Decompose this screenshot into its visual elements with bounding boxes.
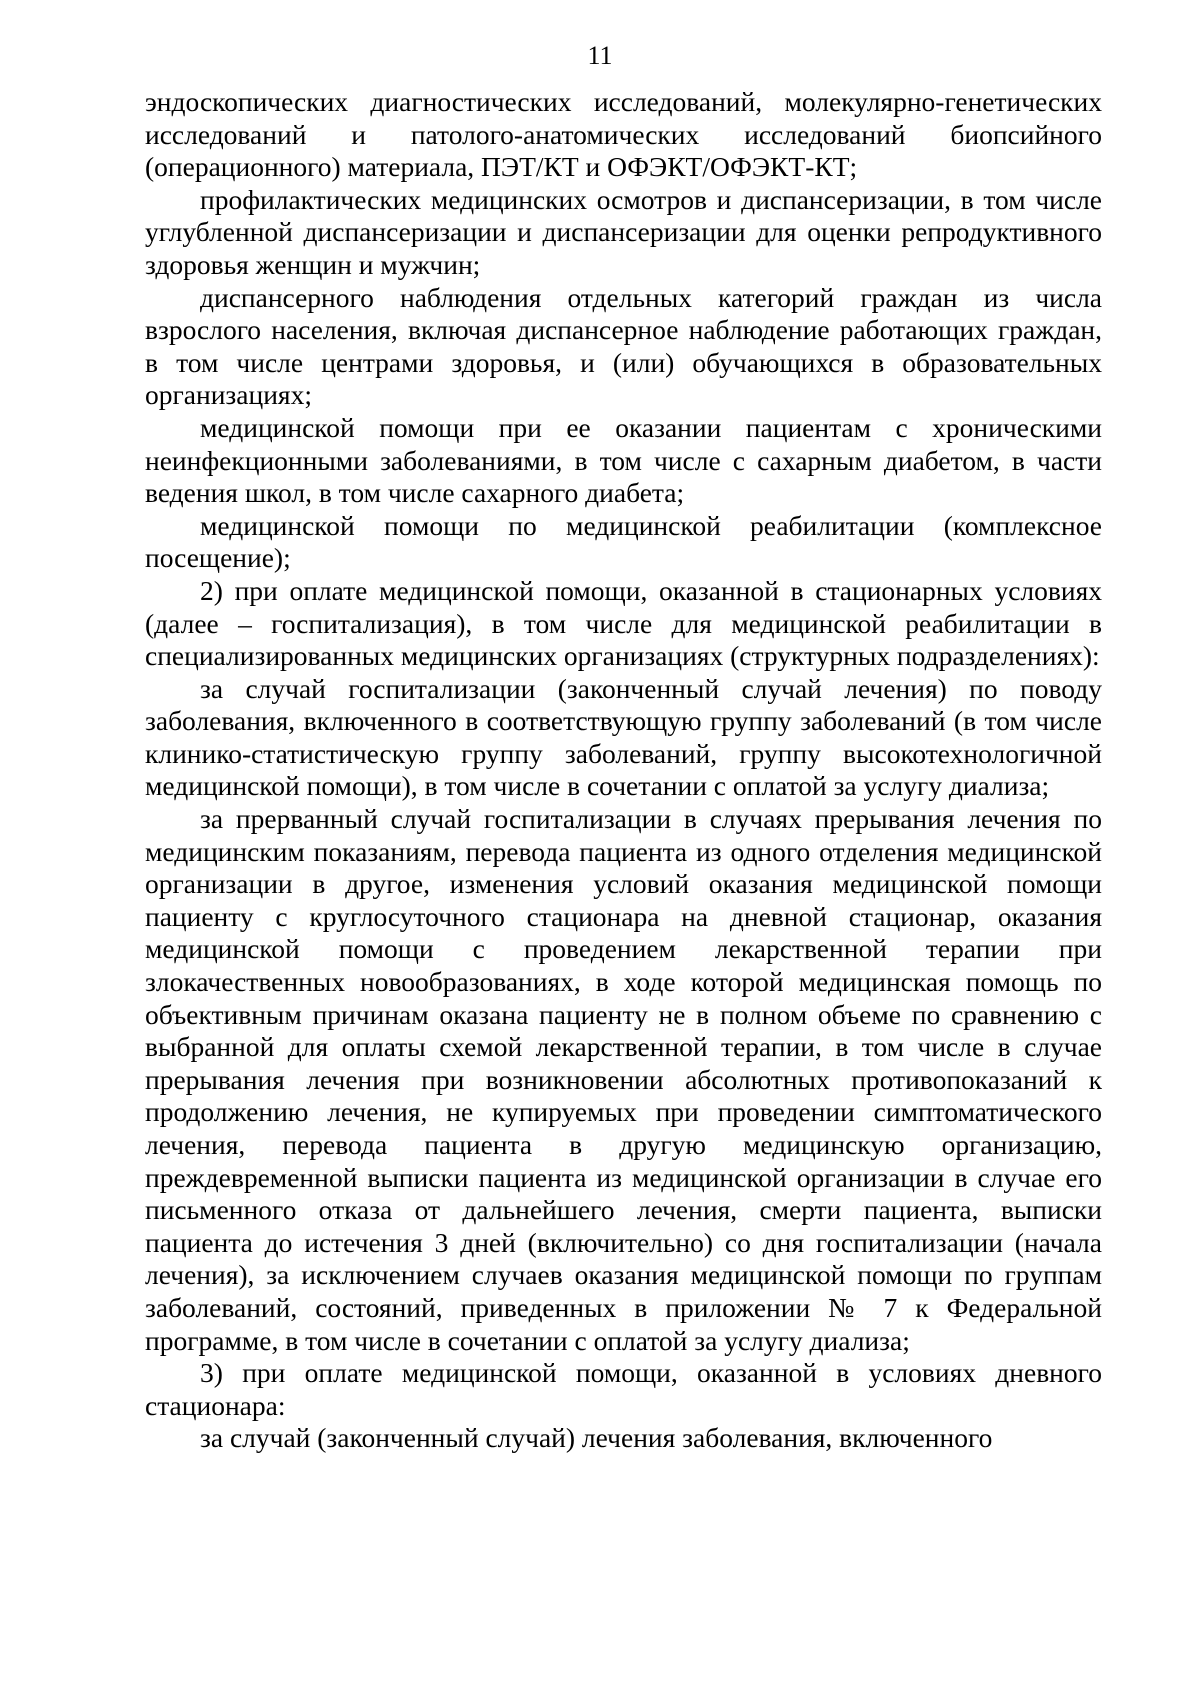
paragraph-4: медицинской помощи при ее оказании пациентам с хроническими неинфекционными заболеваниями, в том числе с сахарным диабетом, в части ведения школ, в том числе сахарного диабета; [145, 411, 1102, 509]
paragraph-6: 2) при оплате медицинской помощи, оказанной в стационарных условиях (далее – госпитализация), в том числе для медицинской реабилитации в специализированных медицинских организациях (структурных подразделениях): [145, 574, 1102, 672]
paragraph-3: диспансерного наблюдения отдельных категорий граждан из числа взрослого населения, включая диспансерное наблюдение работающих граждан, в том числе центрами здоровья, и (или) обучающихся в образовательных организациях; [145, 281, 1102, 411]
paragraph-2: профилактических медицинских осмотров и диспансеризации, в том числе углубленной диспансеризации и диспансеризации для оценки репродуктивного здоровья женщин и мужчин; [145, 183, 1102, 280]
paragraph-1: эндоскопических диагностических исследований, молекулярно-генетических исследований и патолого-анатомических исследований биопсийного (операционного) материала, ПЭТ/КТ и ОФЭКТ/ОФЭКТ-КТ; [145, 86, 1102, 183]
paragraph-7: за случай госпитализации (законченный случай лечения) по поводу заболевания, включенного в соответствующую группу заболеваний (в том числе клинико-статистическую группу заболеваний, группу высокотехнологичной медицинской помощи), в том числе в сочетании с оплатой за услугу диализа; [145, 672, 1102, 802]
paragraph-5: медицинской помощи по медицинской реабилитации (комплексное посещение); [145, 509, 1102, 574]
paragraph-8: за прерванный случай госпитализации в случаях прерывания лечения по медицинским показаниям, перевода пациента из одного отделения медицинской организации в другое, изменения условий оказания медицинской помощи пациенту с круглосуточного стационара на дневной стационар, оказания медицинской помощи с проведением лекарственной терапии при злокачественных новообразованиях, в ходе которой медицинская помощь по объективным причинам оказана пациенту не в полном объеме по сравнению с выбранной для оплаты схемой лекарственной терапии, в том числе в случае прерывания лечения при возникновении абсолютных противопоказаний к продолжению лечения, не купируемых при проведении симптоматического лечения, перевода пациента в другую медицинскую организацию, преждевременной выписки пациента из медицинской организации в случае его письменного отказа от дальнейшего лечения, смерти пациента, выписки пациента до истечения 3 дней (включительно) со дня госпитализации (начала лечения), за исключением случаев оказания медицинской помощи по группам заболеваний, состояний, приведенных в приложении № 7 к Федеральной программе, в том числе в сочетании с оплатой за услугу диализа; [145, 803, 1102, 1356]
page-number: 11 [587, 41, 613, 70]
paragraph-9: 3) при оплате медицинской помощи, оказанной в условиях дневного стационара: [145, 1357, 1102, 1421]
paragraph-10: за случай (законченный случай) лечения заболевания, включенного [200, 1422, 993, 1454]
document-body [145, 86, 1102, 1455]
